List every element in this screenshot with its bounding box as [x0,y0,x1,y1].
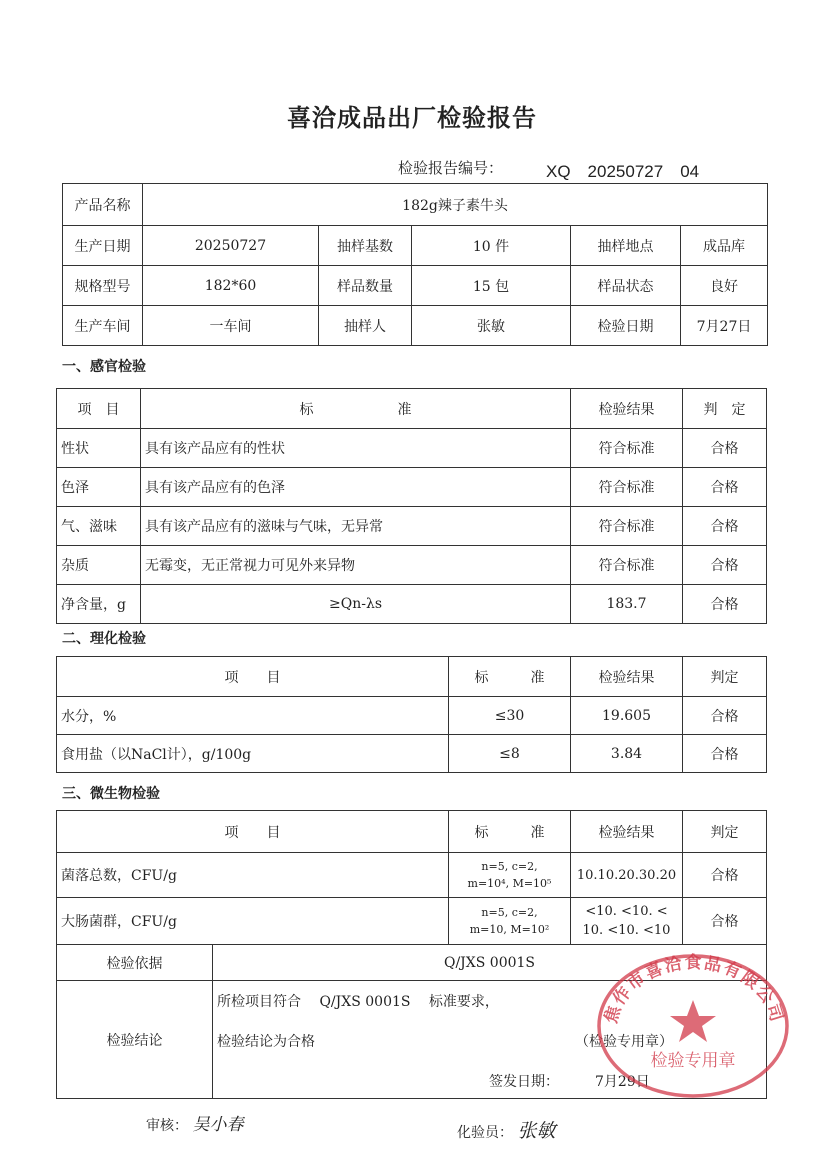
sample-qty: 15 包 [412,266,571,306]
sample-state: 良好 [681,266,768,306]
micro-standard-line1: n=5, c=2, [481,860,538,873]
physchem-verdict: 合格 [683,697,767,735]
sensory-standard: 具有该产品应有的色泽 [141,468,571,507]
sample-base: 10 件 [412,226,571,266]
micro-heading: 三、微生物检验 [62,786,160,802]
sensory-item: 杂质 [57,546,141,585]
physchem-result: 3.84 [571,735,683,773]
physchem-item: 食用盐（以NaCl计），g/100g [57,735,449,773]
micro-verdict: 合格 [683,898,767,945]
physchem-header-standard: 标 准 [449,657,571,697]
sensory-verdict: 合格 [683,507,767,546]
sensory-standard: ≥Qn-λs [141,585,571,624]
sampler-label: 抽样人 [319,306,412,346]
sensory-table [56,388,767,624]
conclusion-label: 检验结论 [57,981,213,1099]
sample-state-label: 样品状态 [571,266,681,306]
micro-header-result: 检验结果 [571,811,683,853]
micro-header-standard: 标 准 [449,811,571,853]
micro-result-line2: 10. <10. <10 [582,923,671,938]
sensory-verdict: 合格 [683,546,767,585]
sensory-result: 183.7 [571,585,683,624]
report-number [398,157,700,181]
sensory-result: 符合标准 [571,468,683,507]
sample-base-label: 抽样基数 [319,226,412,266]
micro-standard-line1: n=5, c=2, [481,906,538,919]
sensory-result: 符合标准 [571,429,683,468]
sensory-verdict: 合格 [683,468,767,507]
sensory-heading: 一、感官检验 [62,359,146,375]
sensory-result: 符合标准 [571,507,683,546]
table-row [57,735,767,773]
micro-item: 大肠菌群，CFU/g [57,898,449,945]
prod-date: 20250727 [143,226,319,266]
workshop: 一车间 [143,306,319,346]
table-row [57,429,767,468]
basis-value: Q/JXS 0001S [213,945,767,981]
sensory-item: 色泽 [57,468,141,507]
micro-standard [449,853,571,898]
sample-place-label: 抽样地点 [571,226,681,266]
report-number-value: XQ 20250727 04 [546,162,700,181]
table-row [57,853,767,898]
physchem-standard: ≤30 [449,697,571,735]
micro-verdict: 合格 [683,853,767,898]
micro-standard-line2: m=10⁴, M=10⁵ [467,877,552,890]
sample-qty-label: 样品数量 [319,266,412,306]
report-title: 喜洽成品出厂检验报告 [287,104,537,132]
micro-standard-line2: m=10, M=10² [469,923,550,936]
conclusion-line2: 检验结论为合格 [217,1034,315,1050]
micro-header-verdict: 判定 [683,811,767,853]
prod-date-label: 生产日期 [63,226,143,266]
inspector [457,1116,555,1143]
table-row [57,546,767,585]
reviewer-label: 审核： [146,1118,188,1134]
workshop-label: 生产车间 [63,306,143,346]
insp-date-label: 检验日期 [571,306,681,346]
physchem-header-verdict: 判定 [683,657,767,697]
sensory-result: 符合标准 [571,546,683,585]
table-row [57,697,767,735]
table-row [57,898,767,945]
sensory-header-item: 项 目 [57,389,141,429]
micro-result [571,898,683,945]
sensory-header-result: 检验结果 [571,389,683,429]
insp-date: 7月27日 [681,306,768,346]
micro-item: 菌落总数，CFU/g [57,853,449,898]
report-number-label: 检验报告编号： [398,159,504,177]
sensory-header-standard: 标 准 [141,389,571,429]
product-name: 182g辣子素牛头 [143,184,768,226]
table-row [57,468,767,507]
physchem-table [56,656,767,773]
inspector-signature: 张敏 [517,1120,556,1142]
sensory-header-verdict: 判 定 [683,389,767,429]
micro-standard [449,898,571,945]
sample-place: 成品库 [681,226,768,266]
reviewer [146,1110,243,1135]
physchem-header-result: 检验结果 [571,657,683,697]
info-table [62,183,768,346]
physchem-verdict: 合格 [683,735,767,773]
micro-result-line1: 10.10.20.30.20 [576,867,677,883]
sensory-item: 气、滋味 [57,507,141,546]
sensory-verdict: 合格 [683,585,767,624]
sensory-standard: 具有该产品应有的性状 [141,429,571,468]
sampler: 张敏 [412,306,571,346]
sensory-item: 净含量，g [57,585,141,624]
physchem-item: 水分，% [57,697,449,735]
sensory-verdict: 合格 [683,429,767,468]
physchem-standard: ≤8 [449,735,571,773]
physchem-header-item: 项 目 [57,657,449,697]
basis-label: 检验依据 [57,945,213,981]
reviewer-signature: 吴小春 [192,1115,244,1135]
sensory-item: 性状 [57,429,141,468]
sensory-standard: 无霉变，无正常视力可见外来异物 [141,546,571,585]
table-row [57,585,767,624]
micro-header-item: 项 目 [57,811,449,853]
issue-date-label: 签发日期： [489,1074,559,1090]
spec: 182*60 [143,266,319,306]
seal-inner-text: 检验专用章 [650,1051,736,1071]
micro-result [571,853,683,898]
spec-label: 规格型号 [63,266,143,306]
sensory-standard: 具有该产品应有的滋味与气味，无异常 [141,507,571,546]
inspector-label: 化验员： [457,1125,513,1141]
physchem-result: 19.605 [571,697,683,735]
issue-date: 7月29日 [595,1074,650,1090]
table-row [57,507,767,546]
seal-arc-text: 焦作市喜洽食品有限公司 [601,953,787,1026]
seal-note: （检验专用章） [575,1034,673,1050]
physchem-heading: 二、理化检验 [62,631,146,647]
company-seal-stamp [595,948,791,1098]
product-name-label: 产品名称 [63,184,143,226]
micro-result-line1: <10. <10. < [585,904,668,919]
conclusion-line1: 所检项目符合 Q/JXS 0001S 标准要求， [217,994,499,1010]
